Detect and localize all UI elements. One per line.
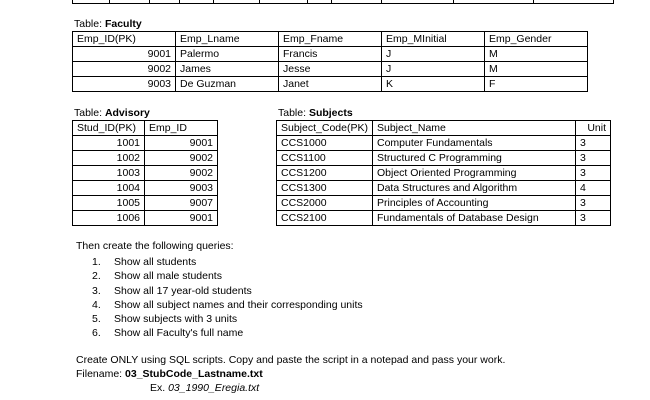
- table-row: [277, 151, 611, 166]
- table-cell: Principles of Accounting: [373, 196, 576, 211]
- table-cell: Janet: [279, 77, 382, 92]
- table-header-row: [73, 32, 588, 47]
- table-cell: 3: [576, 211, 611, 226]
- table-cell: Object Oriented Programming: [373, 166, 576, 181]
- list-item: 1. Show all students: [92, 256, 197, 268]
- list-item: 2. Show all male students: [92, 270, 222, 283]
- queries-intro: Then create the following queries:: [76, 240, 234, 252]
- table-cell: De Guzman: [176, 77, 279, 92]
- table-cell: 9007: [145, 196, 218, 211]
- table-row: [277, 181, 611, 196]
- table-cell: James: [176, 62, 279, 77]
- table-row: [73, 62, 588, 77]
- table-header: Emp_Fname: [279, 32, 382, 47]
- table-cell: 9001: [145, 136, 218, 151]
- faculty-caption: Table: Faculty: [74, 18, 142, 30]
- table-row: [73, 151, 218, 166]
- filename-line: Filename: 03_StubCode_Lastname.txt: [76, 368, 263, 380]
- table-row: [277, 136, 611, 151]
- advisory-title: Advisory: [104, 107, 150, 119]
- table-cell: F: [485, 77, 588, 92]
- table-header-row: [277, 121, 611, 136]
- table-cell: K: [382, 77, 485, 92]
- subjects-caption: Table: Subjects: [278, 107, 353, 119]
- table-cell: Jesse: [279, 62, 382, 77]
- table-cell: 9003: [145, 181, 218, 196]
- table-row: [277, 211, 611, 226]
- table-header: Stud_ID(PK): [73, 121, 145, 136]
- table-row: [73, 77, 588, 92]
- table-cell: CCS2000: [277, 196, 373, 211]
- table-cell: 9002: [145, 151, 218, 166]
- table-cell: CCS1100: [277, 151, 373, 166]
- table-row: [73, 47, 588, 62]
- table-cell: Data Structures and Algorithm: [373, 181, 576, 196]
- faculty-title: Faculty: [104, 18, 142, 30]
- list-item: 3. Show all 17 year-old students: [92, 284, 252, 297]
- table-cell: Structured C Programming: [373, 151, 576, 166]
- table-cell: 3: [576, 196, 611, 211]
- table-cell: Palermo: [176, 47, 279, 62]
- list-item: 6. Show all Faculty's full name: [92, 327, 244, 340]
- faculty-table: [72, 31, 588, 92]
- example-value: 03_1990_Eregia.txt: [168, 382, 260, 394]
- table-cell: J: [382, 47, 485, 62]
- table-cell: M: [485, 47, 588, 62]
- table-row: [73, 196, 218, 211]
- table-cell: 9001: [73, 47, 176, 62]
- list-item: 4. Show all subject names and their corresponding units: [92, 298, 363, 311]
- example-line: Ex. 03_1990_Eregia.txt: [150, 382, 260, 394]
- table-cell: 1005: [73, 196, 145, 211]
- previous-table-bottom: [72, 0, 614, 4]
- subjects-table: [276, 120, 611, 226]
- table-header: Subject_Code(PK): [277, 121, 373, 136]
- table-header: Emp_MInitial: [382, 32, 485, 47]
- table-cell: CCS1000: [277, 136, 373, 151]
- table-cell: Fundamentals of Database Design: [373, 211, 576, 226]
- table-row: [277, 196, 611, 211]
- queries-list: [92, 255, 363, 341]
- table-row: [73, 166, 218, 181]
- table-cell: CCS2100: [277, 211, 373, 226]
- table-cell: 4: [576, 181, 611, 196]
- table-cell: 1003: [73, 166, 145, 181]
- table-row: [73, 136, 218, 151]
- table-cell: 1002: [73, 151, 145, 166]
- table-header: Subject_Name: [373, 121, 576, 136]
- table-header: Emp_ID(PK): [73, 32, 176, 47]
- table-cell: J: [382, 62, 485, 77]
- filename-value: 03_StubCode_Lastname.txt: [125, 368, 263, 380]
- table-header: Unit: [576, 121, 611, 136]
- table-header-row: [73, 121, 218, 136]
- table-cell: 9001: [145, 211, 218, 226]
- advisory-caption: Table: Advisory: [74, 107, 150, 119]
- table-cell: Francis: [279, 47, 382, 62]
- table-row: [73, 181, 218, 196]
- table-header: Emp_Gender: [485, 32, 588, 47]
- table-cell: 1001: [73, 136, 145, 151]
- subjects-title: Subjects: [308, 107, 353, 119]
- table-cell: M: [485, 62, 588, 77]
- table-header: Emp_ID: [145, 121, 218, 136]
- table-row: [73, 211, 218, 226]
- table-cell: 9002: [73, 62, 176, 77]
- table-header: Emp_Lname: [176, 32, 279, 47]
- table-cell: CCS1200: [277, 166, 373, 181]
- table-row: [277, 166, 611, 181]
- instruction-note: Create ONLY using SQL scripts. Copy and paste the script in a notepad and pass your work.: [76, 354, 506, 366]
- table-cell: 3: [576, 136, 611, 151]
- table-cell: 9003: [73, 77, 176, 92]
- table-cell: 3: [576, 151, 611, 166]
- table-cell: 9002: [145, 166, 218, 181]
- table-cell: CCS1300: [277, 181, 373, 196]
- table-cell: 1006: [73, 211, 145, 226]
- table-cell: 3: [576, 166, 611, 181]
- table-cell: 1004: [73, 181, 145, 196]
- list-item: 5. Show subjects with 3 units: [92, 313, 238, 326]
- table-cell: Computer Fundamentals: [373, 136, 576, 151]
- advisory-table: [72, 120, 218, 226]
